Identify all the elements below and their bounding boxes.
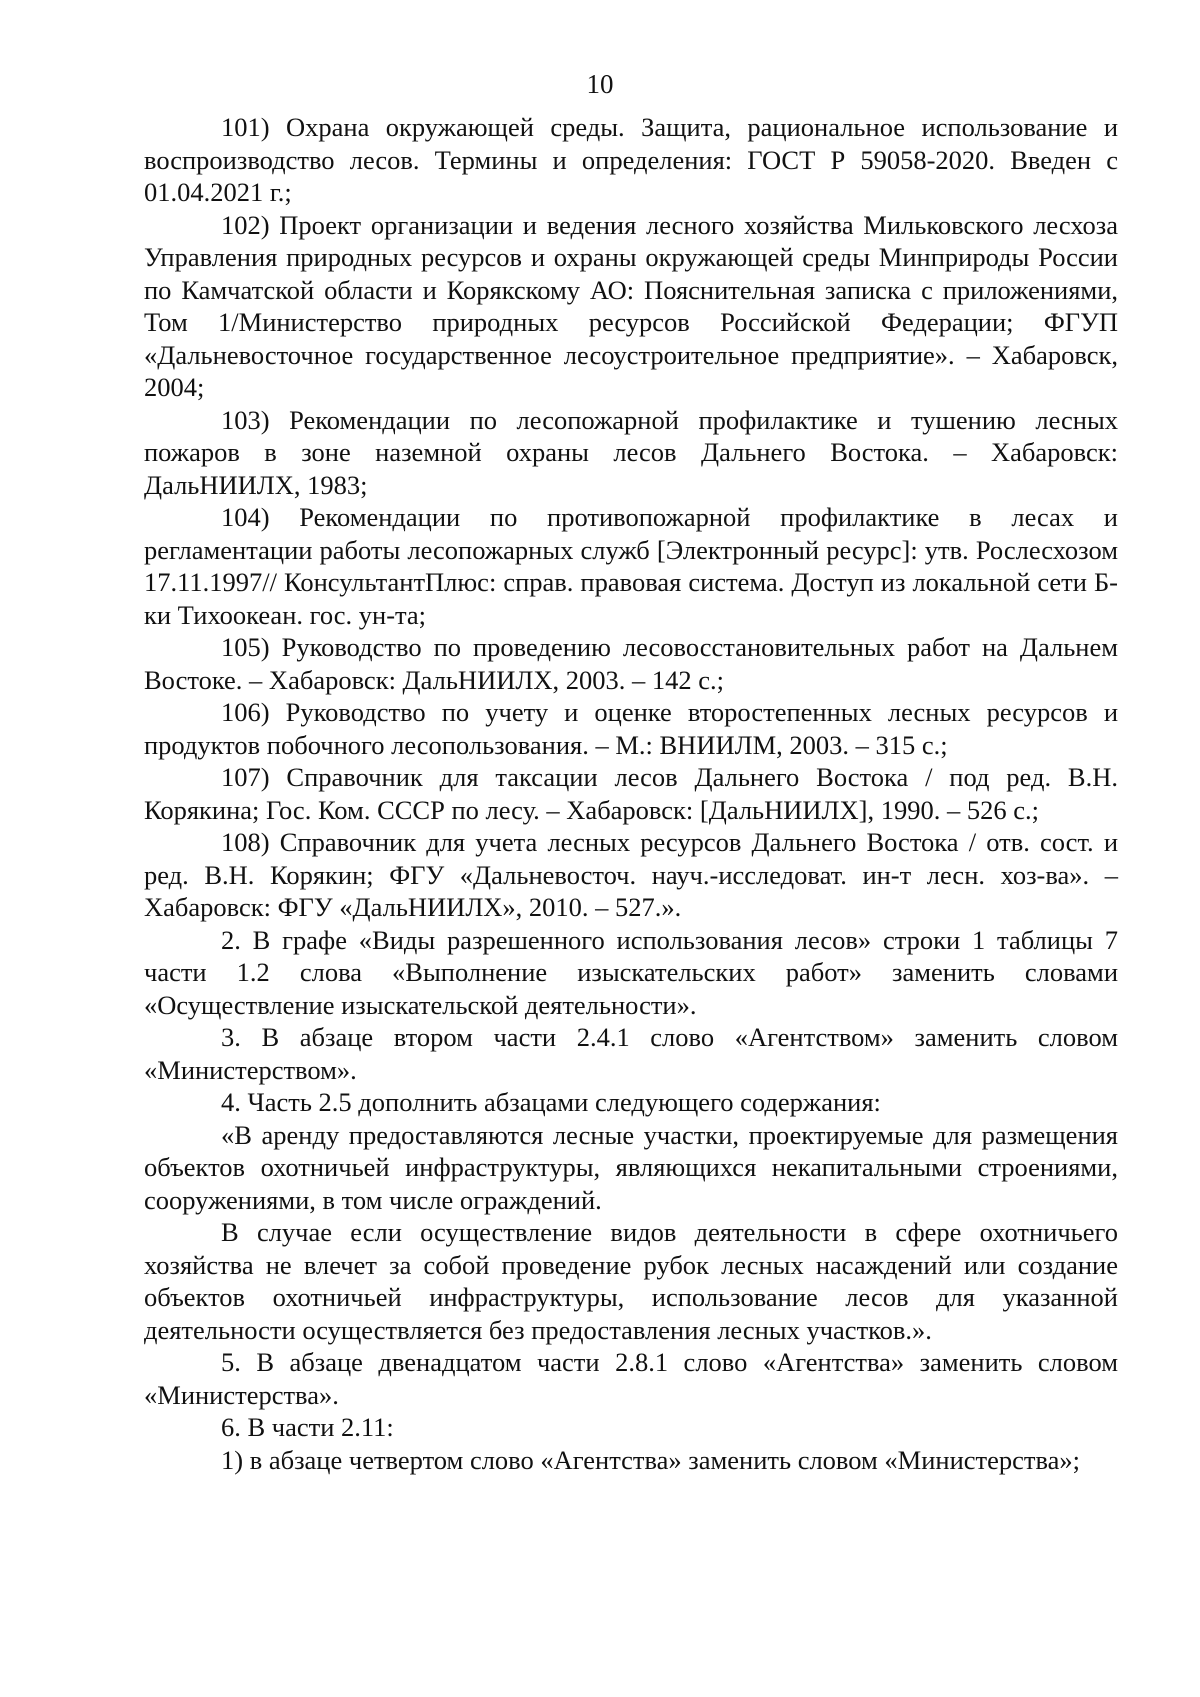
paragraph-amendment-4-text-1: «В аренду предоставляются лесные участки, проектируемые для размещения объектов охотничьей инфраструктуры, являющихся некапитальными строениями, сооружениями, в том числе ограждений. xyxy=(144,1119,1118,1215)
paragraph-item-108: 108) Справочник для учета лесных ресурсов Дальнего Востока / отв. сост. и ред. В.Н. Корякин; ФГУ «Дальневосточ. науч.-исследоват. ин-т лесн. хоз-ва». – Хабаровск: ФГУ «ДальНИИЛХ», 2010. – 527.». xyxy=(144,827,1118,922)
paragraph-item-106: 106) Руководство по учету и оценке второстепенных лесных ресурсов и продуктов побочного лесопользования. – М.: ВНИИЛМ, 2003. – 315 с.; xyxy=(144,697,1118,760)
paragraph-item-104: 104) Рекомендации по противопожарной профилактике в лесах и регламентации работы лесопожарных служб [Электронный ресурс]: утв. Рослесхозом 17.11.1997// КонсультантПлюс: справ. правовая система. Доступ из локальной сети Б-ки Тихоокеан. гос. ун-та; xyxy=(144,502,1118,630)
page-number: 10 xyxy=(586,69,614,99)
paragraph-amendment-6-1: 1) в абзаце четвертом слово «Агентства» заменить словом «Министерства»; xyxy=(221,1444,1080,1475)
paragraph-item-103: 103) Рекомендации по лесопожарной профилактике и тушению лесных пожаров в зоне наземной охраны лесов Дальнего Востока. – Хабаровск: ДальНИИЛХ, 1983; xyxy=(144,404,1118,500)
paragraph-item-105: 105) Руководство по проведению лесовосстановительных работ на Дальнем Востоке. – Хабаровск: ДальНИИЛХ, 2003. – 142 с.; xyxy=(144,632,1118,695)
paragraph-item-101: 101) Охрана окружающей среды. Защита, рациональное использование и воспроизводство лесов. Термины и определения: ГОСТ Р 59058-2020. Введен с 01.04.2021 г.; xyxy=(144,112,1118,207)
paragraph-amendment-3: 3. В абзаце втором части 2.4.1 слово «Агентством» заменить словом «Министерством». xyxy=(144,1022,1118,1085)
paragraph-amendment-4: 4. Часть 2.5 дополнить абзацами следующего содержания: xyxy=(221,1087,881,1117)
document-body xyxy=(144,111,1118,1476)
paragraph-amendment-5: 5. В абзаце двенадцатом части 2.8.1 слово «Агентства» заменить словом «Министерства». xyxy=(144,1347,1118,1410)
paragraph-item-107: 107) Справочник для таксации лесов Дальнего Востока / под ред. В.Н. Корякина; Гос. Ком. СССР по лесу. – Хабаровск: [ДальНИИЛХ], 1990. – 526 с.; xyxy=(144,762,1118,825)
paragraph-item-102: 102) Проект организации и ведения лесного хозяйства Мильковского лесхоза Управления природных ресурсов и охраны окружающей среды Минприроды России по Камчатской области и Корякскому АО: Пояснительная записка с приложениями, Том 1/Министерство природных ресурсов Российской Федерации; ФГУП «Дальневосточное государственное лесоустроительное предприятие». – Хабаровск, 2004; xyxy=(144,209,1118,402)
paragraph-amendment-4-text-2: В случае если осуществление видов деятельности в сфере охотничьего хозяйства не влечет за собой проведение рубок лесных насаждений или создание объектов охотничьей инфраструктуры, использование лесов для указанной деятельности осуществляется без предоставления лесных участков.». xyxy=(144,1217,1118,1345)
paragraph-amendment-2: 2. В графе «Виды разрешенного использования лесов» строки 1 таблицы 7 части 1.2 слова «Выполнение изыскательских работ» заменить словами «Осуществление изыскательской деятельности». xyxy=(144,924,1118,1020)
paragraph-amendment-6: 6. В части 2.11: xyxy=(221,1412,394,1442)
